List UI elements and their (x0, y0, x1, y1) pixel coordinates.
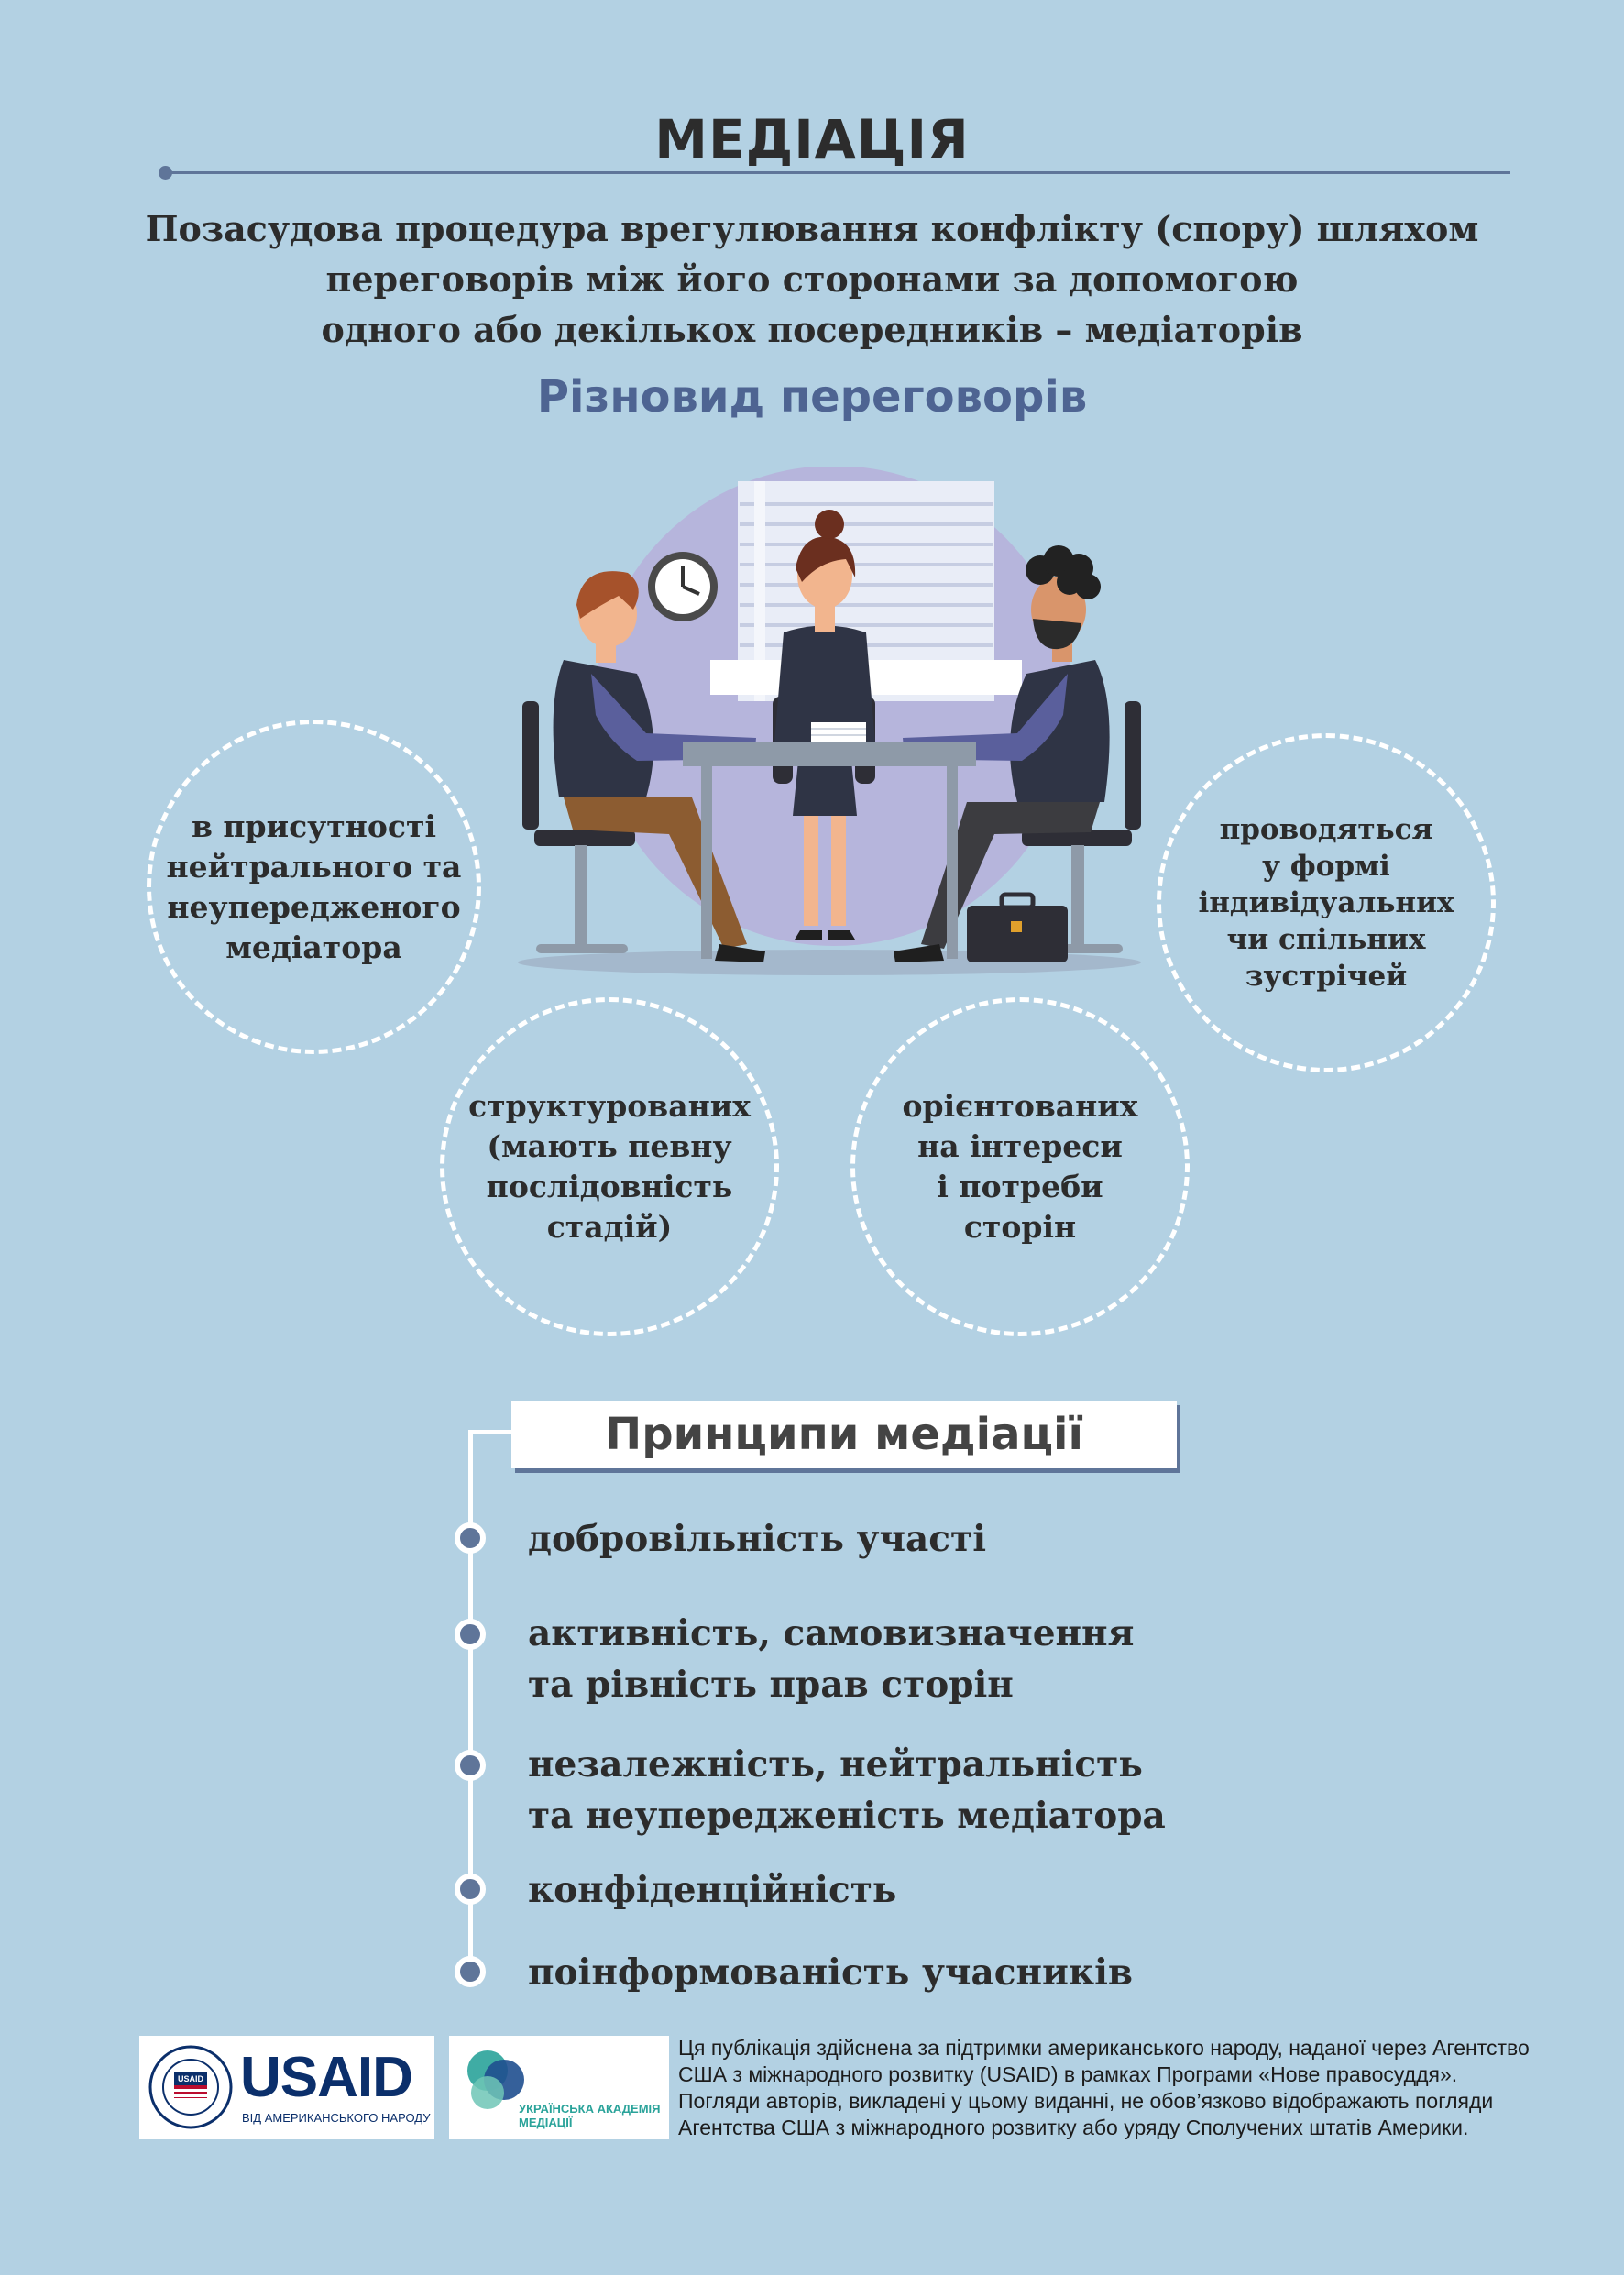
principle-line: та рівність прав сторін (528, 1664, 1014, 1706)
feature-bubble-neutral-mediator (147, 720, 481, 1054)
timeline-bullet (455, 1874, 486, 1905)
feature-bubble-structured (440, 997, 779, 1336)
principle-item (528, 1864, 896, 1916)
principle-item (528, 1608, 1134, 1710)
feature-line: індивідуальних (1198, 886, 1454, 919)
usaid-disclaimer (678, 2035, 1595, 2141)
principles-timeline-connector (468, 1430, 514, 1434)
subtitle: Різновид переговорів (536, 371, 1088, 423)
usaid-tagline: ВІД АМЕРИКАНСЬКОГО НАРОДУ (242, 2111, 431, 2125)
timeline-bullet (455, 1750, 486, 1781)
definition-text (128, 203, 1496, 355)
title-rule (165, 171, 1510, 174)
feature-line: (мають певну (487, 1128, 732, 1164)
principle-line: добровільність участі (528, 1518, 987, 1560)
principle-line: незалежність, нейтральність (528, 1743, 1143, 1786)
disclaimer-line: США з міжнародного розвитку (USAID) в рамках Програми «Нове правосуддя». (678, 2062, 1458, 2086)
feature-line: медіатора (225, 929, 402, 965)
feature-line: в присутності (191, 808, 436, 844)
definition-line: переговорів між його сторонами за допомогою (325, 258, 1299, 300)
disclaimer-line: Ця публікація здійснена за підтримки американського народу, наданої через Агентство (678, 2036, 1530, 2060)
timeline-bullet (455, 1619, 486, 1650)
feature-line: чи спільних (1226, 923, 1426, 956)
principle-item (528, 1947, 1133, 1998)
usaid-wordmark: USAID (240, 2046, 412, 2109)
page-title: МЕДІАЦІЯ (654, 108, 970, 170)
timeline-bullet (455, 1956, 486, 1987)
usaid-logo (139, 2036, 434, 2139)
usaid-seal-mark: USAID (177, 2074, 204, 2083)
feature-line: і потреби (937, 1169, 1103, 1204)
feature-line: орієнтованих (902, 1088, 1138, 1124)
feature-bubble-text (1198, 811, 1454, 995)
academy-name-line: УКРАЇНСЬКА АКАДЕМІЯ (519, 2102, 661, 2116)
mediation-academy-logo (449, 2036, 669, 2139)
feature-line: послідовність (486, 1169, 733, 1204)
feature-bubble-meetings-form (1157, 733, 1496, 1072)
feature-line: структурованих (468, 1088, 751, 1124)
wall-clock-icon (648, 552, 718, 621)
feature-line: неупередженого (167, 888, 461, 925)
feature-line: стадій) (546, 1209, 673, 1245)
table-top (683, 742, 976, 766)
feature-line: нейтрального та (166, 848, 462, 885)
feature-line: на інтереси (917, 1128, 1123, 1164)
feature-bubble-interests-oriented (850, 997, 1190, 1336)
principle-line: активність, самовизначення (528, 1612, 1135, 1654)
disclaimer-line: Агентства США з міжнародного розвитку або уряду Сполучених штатів Америки. (678, 2116, 1469, 2139)
academy-name-line: МЕДІАЦІЇ (519, 2116, 573, 2129)
feature-bubble-text (468, 1086, 751, 1247)
principle-item (528, 1739, 1166, 1841)
disclaimer-line: Погляди авторів, викладені у цьому виданні, не обов’язково відображають погляди (678, 2089, 1494, 2113)
feature-bubble-text (167, 807, 462, 968)
mediation-meeting-illustration (509, 467, 1150, 990)
feature-bubble-text (903, 1086, 1138, 1247)
principle-item (528, 1513, 986, 1565)
definition-line: одного або декількох посередників – медіаторів (321, 309, 1303, 350)
definition-line: Позасудова процедура врегулювання конфлікту (спору) шляхом (145, 208, 1479, 249)
principle-line: та неупередженість медіатора (528, 1795, 1166, 1837)
timeline-bullet (455, 1522, 486, 1554)
feature-line: зустрічей (1245, 960, 1408, 993)
briefcase-icon (967, 895, 1068, 962)
feature-line: у формі (1262, 850, 1390, 883)
principles-title: Принципи медіації (511, 1401, 1177, 1468)
feature-line: сторін (963, 1209, 1077, 1245)
principle-line: конфіденційність (528, 1869, 897, 1911)
principle-line: поінформованість учасників (528, 1951, 1134, 1994)
feature-line: проводяться (1219, 813, 1433, 846)
